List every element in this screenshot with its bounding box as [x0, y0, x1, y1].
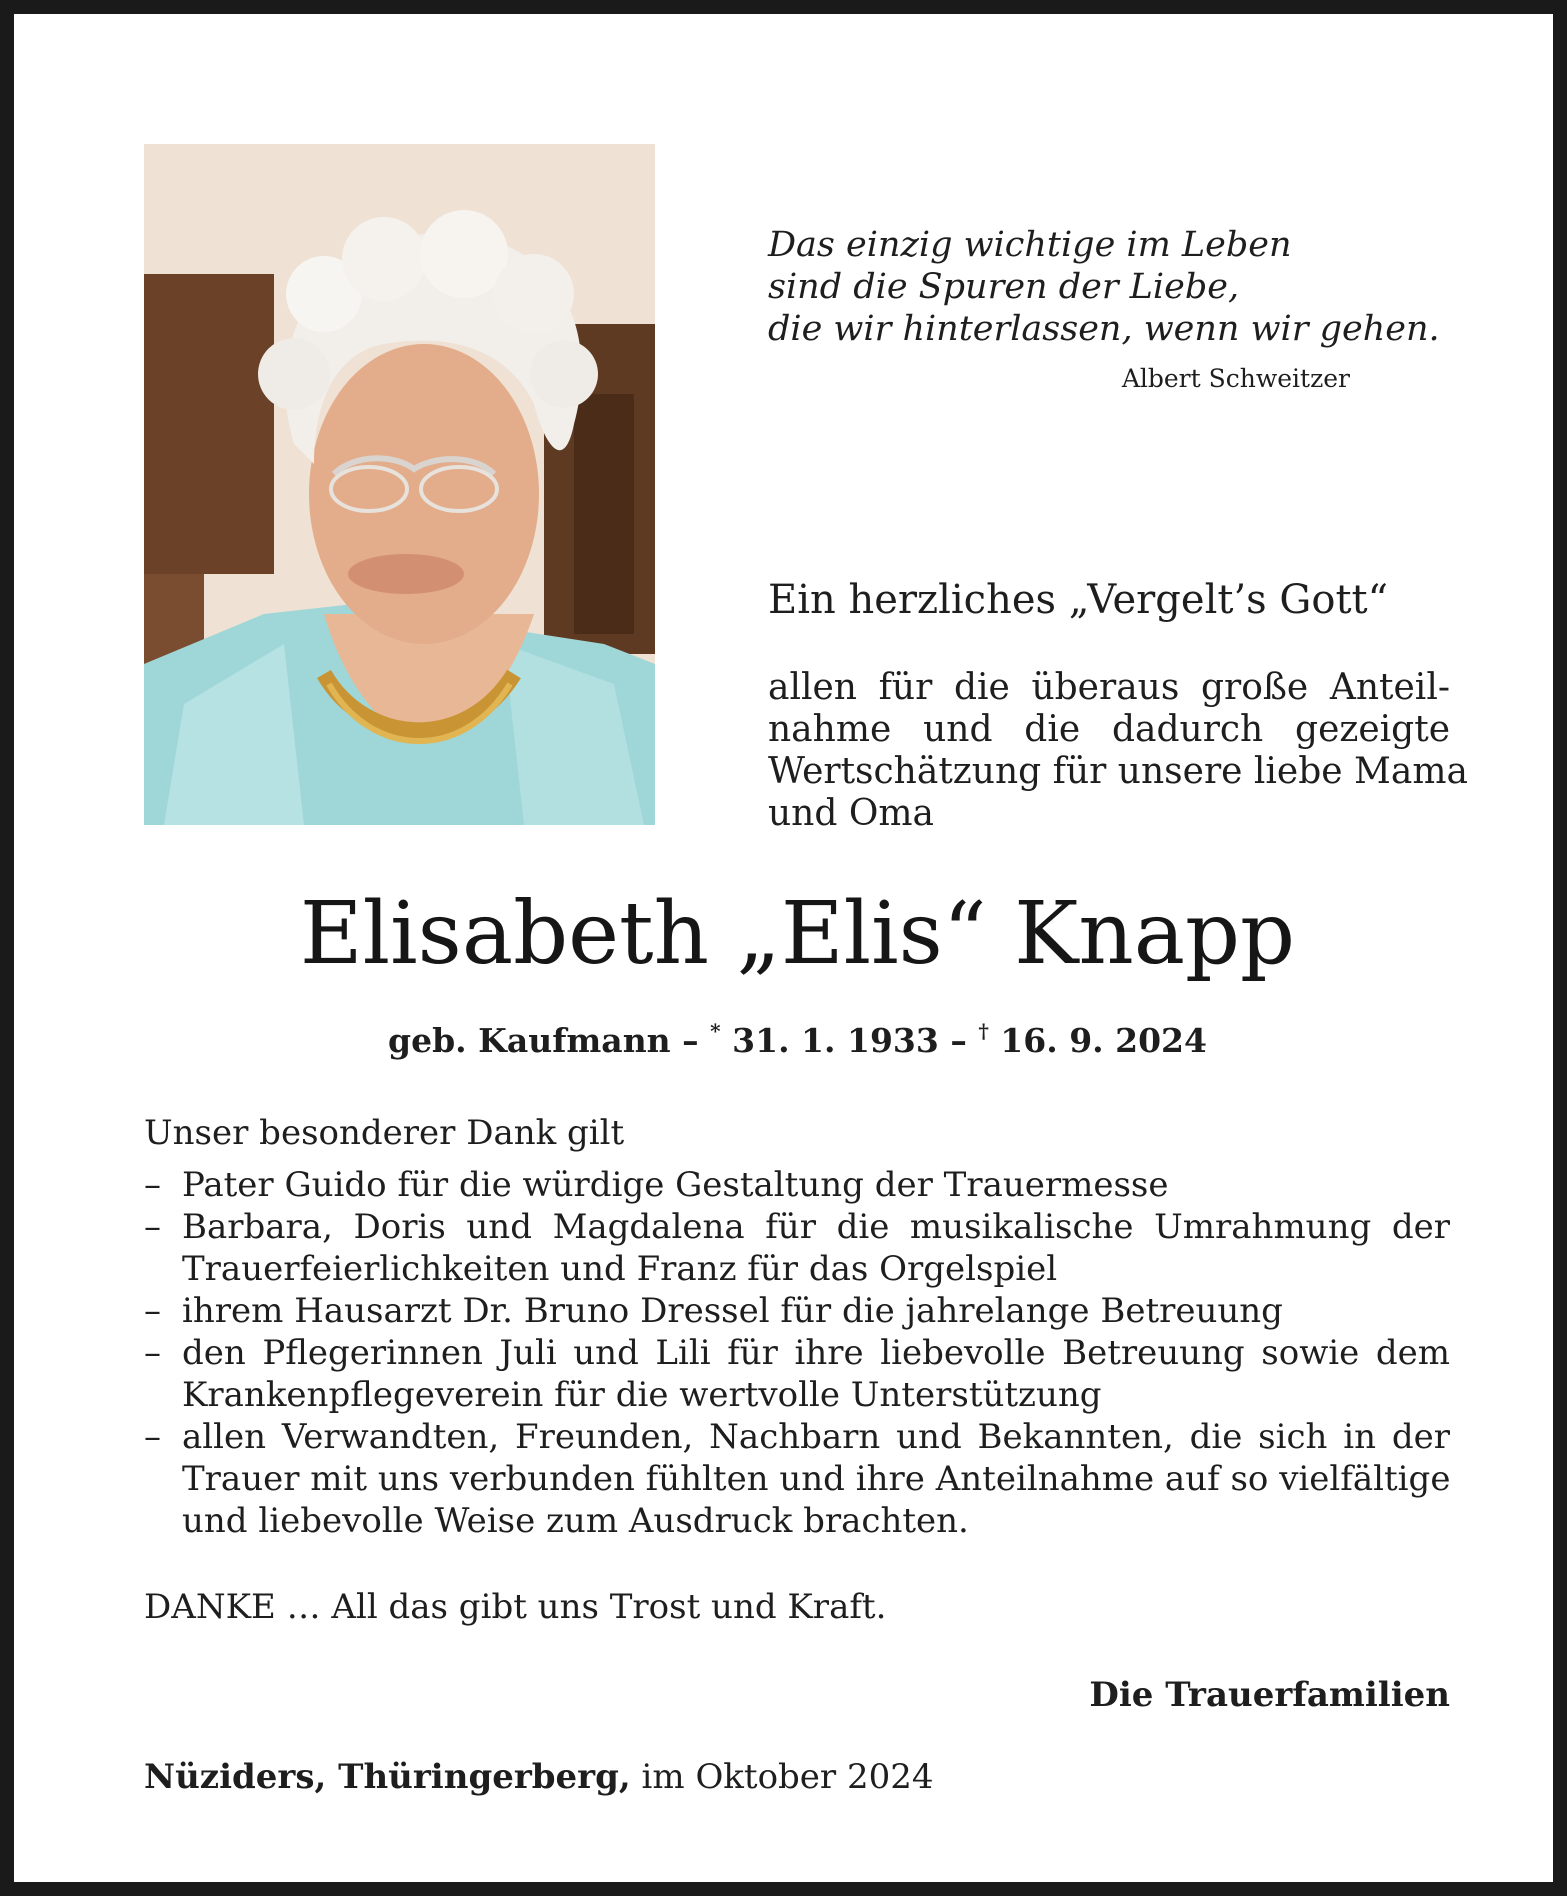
list-item-line: ihrem Hausarzt Dr. Bruno Dressel für die jahrelange Betreuung — [182, 1291, 1283, 1331]
list-item — [144, 1416, 1450, 1542]
dash-bullet: – — [144, 1165, 161, 1205]
list-item — [144, 1332, 1450, 1416]
birth-date: 31. 1. 1933 – — [732, 1021, 967, 1060]
birth-symbol: * — [710, 1019, 721, 1043]
list-item — [144, 1164, 1450, 1206]
deceased-name: Elisabeth „Elis“ Knapp — [299, 884, 1296, 984]
thanks-paragraph — [768, 667, 1468, 835]
thanks-line: und Oma — [768, 793, 934, 834]
list-item-line: Krankenpflegeverein für die wertvolle Unterstützung — [182, 1375, 1102, 1415]
list-item-line: allen Verwandten, Freunden, Nachbarn und Bekannten, die sich in der — [182, 1417, 1450, 1457]
thanks-line: Wertschätzung für unsere liebe Mama — [768, 751, 1468, 792]
portrait-illustration — [144, 144, 655, 825]
maiden-name: geb. Kaufmann – — [388, 1021, 699, 1060]
place: Nüziders, Thüringerberg, — [144, 1757, 631, 1797]
list-item-line: Trauer mit uns verbunden fühlten und ihre Anteilnahme auf so vielfältige — [182, 1459, 1451, 1499]
closing-line: DANKE … All das gibt uns Trost und Kraft. — [144, 1587, 887, 1627]
dash-bullet: – — [144, 1333, 161, 1373]
thanks-heading: Ein herzliches „Vergelt’s Gott“ — [768, 577, 1389, 623]
quote-line: die wir hinterlassen, wenn wir gehen. — [768, 309, 1440, 349]
life-dates — [14, 1009, 1567, 1063]
thanks-line: nahme und die dadurch gezeigte — [768, 709, 1450, 750]
thanks-list — [144, 1164, 1450, 1542]
quote-line: sind die Spuren der Liebe, — [768, 267, 1240, 307]
dash-bullet: – — [144, 1207, 161, 1247]
dash-bullet: – — [144, 1417, 161, 1457]
death-symbol: † — [978, 1019, 989, 1043]
list-item — [144, 1290, 1450, 1332]
thanks-line: allen für die überaus große Anteil- — [768, 667, 1450, 708]
thanks-intro: Unser besonderer Dank gilt — [144, 1113, 625, 1153]
quote-author: Albert Schweitzer — [1121, 364, 1350, 393]
list-item-line: Trauerfeierlichkeiten und Franz für das Orgelspiel — [182, 1249, 1058, 1289]
list-item-line: Barbara, Doris und Magdalena für die musikalische Umrahmung der — [182, 1207, 1450, 1247]
place-and-date — [144, 1756, 934, 1798]
portrait-photo — [144, 144, 655, 825]
list-item-line: den Pflegerinnen Juli und Lili für ihre liebevolle Betreuung sowie dem — [182, 1333, 1450, 1373]
death-date: 16. 9. 2024 — [1000, 1021, 1207, 1060]
date: im Oktober 2024 — [641, 1757, 934, 1797]
quote — [768, 224, 1440, 350]
list-item-line: Pater Guido für die würdige Gestaltung der Trauermesse — [182, 1165, 1169, 1205]
list-item — [144, 1206, 1450, 1290]
dash-bullet: – — [144, 1291, 161, 1331]
quote-line: Das einzig wichtige im Leben — [768, 225, 1292, 265]
signature: Die Trauerfamilien — [1089, 1675, 1450, 1715]
list-item-line: und liebevolle Weise zum Ausdruck brachten. — [182, 1501, 969, 1541]
